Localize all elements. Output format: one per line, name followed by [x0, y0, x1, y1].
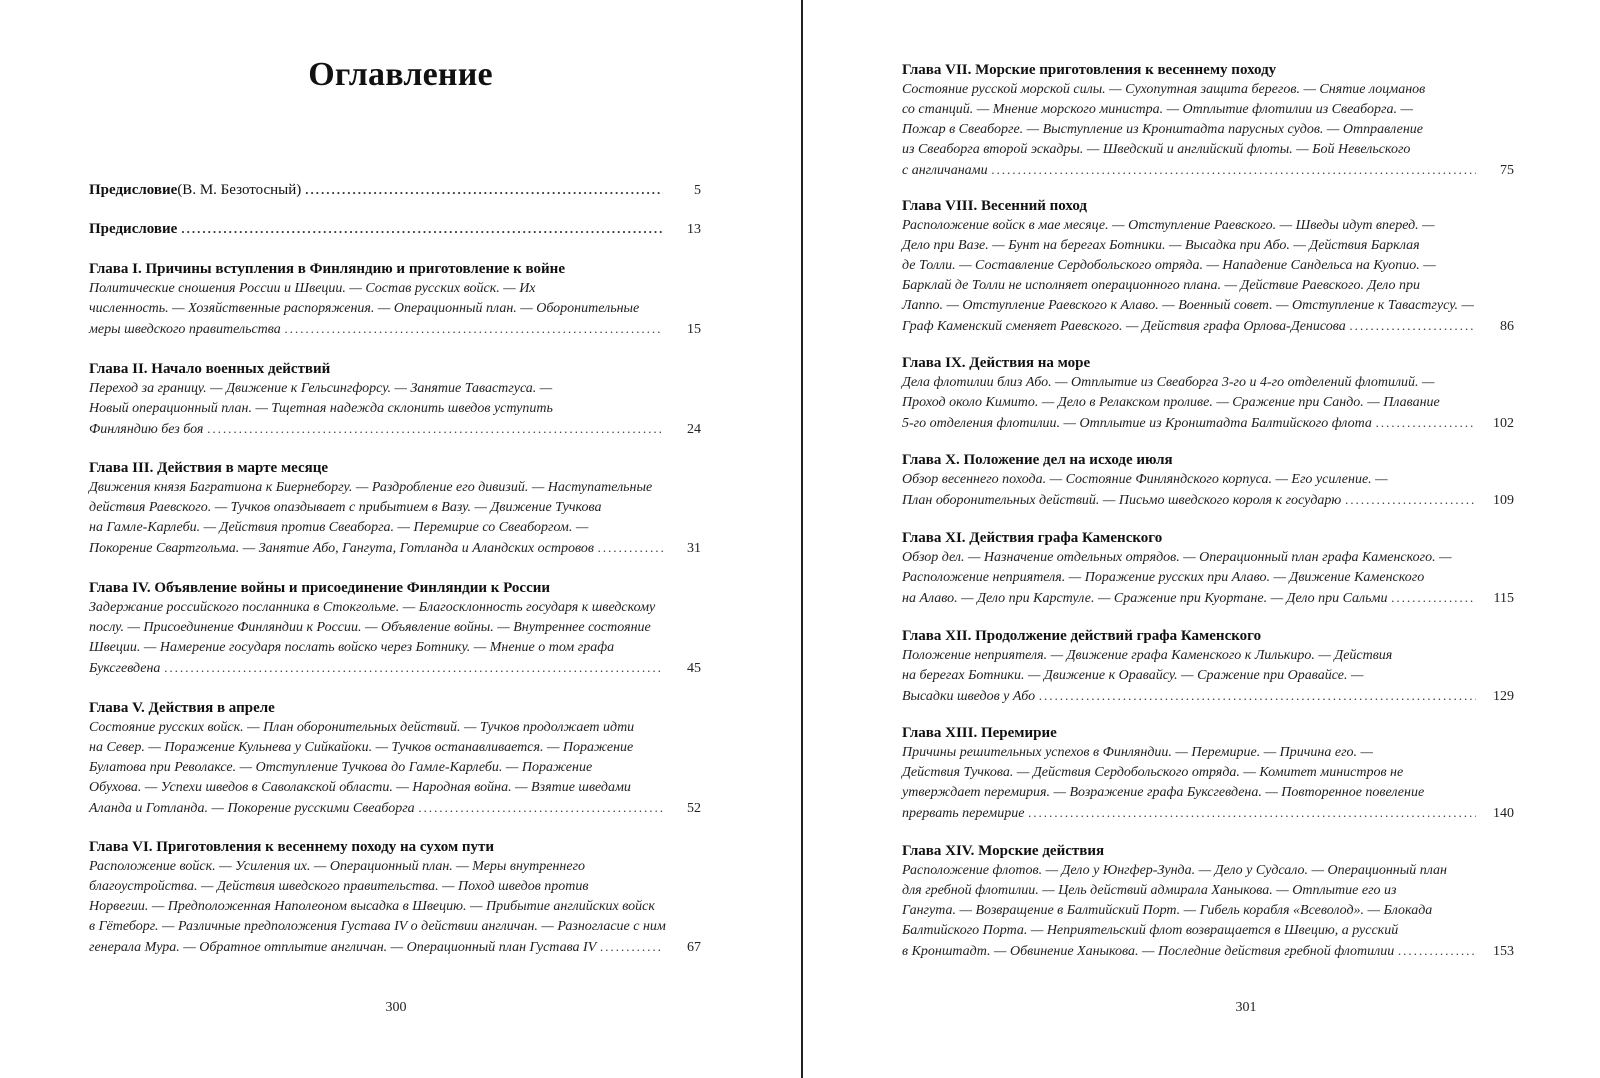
toc-entry	[902, 626, 1514, 707]
chapter-summary-line	[902, 160, 1514, 181]
chapter-summary-line	[89, 518, 701, 538]
page-reference: 67	[687, 940, 701, 955]
toc-entry	[902, 841, 1514, 962]
summary-text: в Гётеборг. — Различные предположения Густава IV о действии англичан. — Разногласие с ним	[89, 919, 666, 934]
page-number-right: 301	[1235, 1000, 1257, 1015]
summary-text: Финляндию без боя	[89, 422, 204, 437]
chapter-summary-line	[902, 120, 1514, 140]
chapter-summary-line	[89, 538, 701, 559]
chapter-heading	[902, 626, 1514, 646]
chapter-summary-line	[89, 738, 701, 758]
dot-leader	[305, 180, 663, 200]
summary-text: Расположение войск в мае месяце. — Отступление Раевского. — Шведы идут вперед. —	[902, 218, 1435, 233]
dot-leader	[181, 219, 663, 239]
toc-entry	[902, 723, 1514, 824]
summary-text: на Алаво. — Дело при Карстуле. — Сражение при Куортане. — Дело при Сальми	[902, 591, 1388, 606]
dot-leader	[207, 419, 663, 439]
chapter-title: Глава VII. Морские приготовления к весеннему походу	[902, 62, 1277, 78]
chapter-summary-line	[902, 666, 1514, 686]
page-reference: 140	[1493, 806, 1514, 821]
chapter-summary-line	[89, 598, 701, 618]
chapter-heading	[902, 60, 1514, 80]
toc-entry	[902, 353, 1514, 434]
summary-text: Задержание российского посланника в Стокгольме. — Благосклонность государя к шведскому	[89, 600, 656, 615]
right-page	[803, 0, 1600, 1078]
page-reference: 109	[1493, 493, 1514, 508]
summary-text: Состояние русской морской силы. — Сухопутная защита берегов. — Снятие лоцманов	[902, 82, 1426, 97]
chapter-summary-line	[902, 646, 1514, 666]
summary-text: на берегах Ботники. — Движение к Оравайсу. — Сражение при Оравайсе. —	[902, 668, 1364, 683]
chapter-title: Глава XI. Действия графа Каменского	[902, 530, 1163, 546]
chapter-summary-line	[89, 917, 701, 937]
chapter-summary-line	[89, 618, 701, 638]
summary-text: Расположение войск. — Усиления их. — Операционный план. — Меры внутреннего	[89, 859, 586, 874]
summary-text: Аланда и Готланда. — Покорение русскими Свеаборга	[89, 801, 415, 816]
dot-leader	[1398, 941, 1476, 961]
chapter-title: Глава II. Начало военных действий	[89, 361, 331, 377]
dot-leader	[992, 160, 1476, 180]
chapter-summary-line	[902, 80, 1514, 100]
page-reference: 75	[1500, 163, 1514, 178]
summary-text: генерала Мура. — Обратное отплытие англичан. — Операционный план Густава IV	[89, 940, 597, 955]
dot-leader	[1028, 803, 1476, 823]
summary-text: Причины решительных успехов в Финляндии. — Перемирие. — Причина его. —	[902, 745, 1374, 760]
toc-entry	[89, 259, 701, 340]
page-reference: 52	[687, 801, 701, 816]
chapter-heading	[89, 837, 701, 857]
chapter-summary-line	[902, 901, 1514, 921]
summary-text: Норвегии. — Предположенная Наполеоном высадка в Швецию. — Прибытие английских войск	[89, 899, 655, 914]
page-reference: 102	[1493, 416, 1514, 431]
chapter-summary-line	[89, 778, 701, 798]
summary-text: в Кронштадт. — Обвинение Ханыкова. — Последние действия гребной флотилии	[902, 944, 1395, 959]
summary-text: Лаппо. — Отступление Раевского к Алаво. — Военный совет. — Отступление к Тавастгусу. —	[902, 298, 1474, 313]
summary-text: Состояние русских войск. — План оборонительных действий. — Тучков продолжает идти	[89, 720, 635, 735]
summary-text: Граф Каменский сменяет Раевского. — Действия графа Орлова-Денисова	[902, 319, 1346, 334]
chapter-title: Глава XIV. Морские действия	[902, 843, 1105, 859]
summary-text: на Север. — Поражение Кульнева у Сийкайоки. — Тучков останавливается. — Поражение	[89, 740, 634, 755]
chapter-summary-line	[902, 743, 1514, 763]
toc-entry	[89, 359, 701, 440]
chapter-summary-line	[902, 236, 1514, 256]
summary-text: Расположение флотов. — Дело у Юнгфер-Зунда. — Дело у Судсало. — Операционный план	[902, 863, 1447, 878]
summary-text: Швеции. — Намерение государя послать войско через Ботнику. — Мнение о том графа	[89, 640, 615, 655]
chapter-title: Предисловие	[89, 182, 178, 198]
summary-text: План оборонительных действий. — Письмо шведского короля к государю	[902, 493, 1342, 508]
chapter-summary-line	[902, 803, 1514, 824]
summary-text: Булатова при Револаксе. — Отступление Тучкова до Гамле-Карлеби. — Поражение	[89, 760, 593, 775]
page-reference: 86	[1500, 319, 1514, 334]
chapter-heading	[902, 841, 1514, 861]
chapter-summary-line	[902, 588, 1514, 609]
chapter-title: Глава III. Действия в марте месяце	[89, 460, 329, 476]
chapter-heading	[902, 196, 1514, 216]
summary-text: Обзор дел. — Назначение отдельных отрядов. — Операционный план графа Каменского. —	[902, 550, 1452, 565]
summary-text: для гребной флотилии. — Цель действий адмирала Ханыкова. — Отплытие его из	[902, 883, 1397, 898]
chapter-summary-line	[902, 316, 1514, 337]
page-reference: 129	[1493, 689, 1514, 704]
chapter-heading	[89, 219, 701, 240]
chapter-summary-line	[902, 296, 1514, 316]
chapter-summary-line	[902, 881, 1514, 901]
summary-text: Обухова. — Успехи шведов в Саволакской области. — Народная война. — Взятие шведами	[89, 780, 631, 795]
chapter-title: Глава X. Положение дел на исходе июля	[902, 452, 1173, 468]
summary-text: из Свеаборга второй эскадры. — Шведский и английский флоты. — Бой Невельского	[902, 142, 1411, 157]
chapter-title: Глава IV. Объявление войны и присоединение Финляндии к России	[89, 580, 551, 596]
chapter-summary-line	[89, 718, 701, 738]
summary-text: на Гамле-Карлеби. — Действия против Свеаборга. — Перемирие со Свеаборгом. —	[89, 520, 589, 535]
chapter-summary-line	[89, 798, 701, 819]
chapter-summary-line	[902, 490, 1514, 511]
dot-leader	[600, 937, 663, 957]
chapter-heading	[902, 450, 1514, 470]
page-reference: 153	[1493, 944, 1514, 959]
chapter-heading	[89, 359, 701, 379]
summary-text: Балтийского Порта. — Неприятельский флот возвращается в Швецию, а русский	[902, 923, 1399, 938]
chapter-summary-line	[902, 686, 1514, 707]
summary-text: действия Раевского. — Тучков опаздывает с прибытием в Вазу. — Движение Тучкова	[89, 500, 602, 515]
dot-leader	[1391, 588, 1476, 608]
chapter-title: Глава V. Действия в апреле	[89, 700, 275, 716]
toc-entry	[89, 219, 701, 240]
page-reference: 13	[687, 222, 701, 237]
dot-leader	[1350, 316, 1476, 336]
summary-text: Высадки шведов у Або	[902, 689, 1036, 704]
dot-leader	[285, 319, 663, 339]
chapter-summary-line	[89, 399, 701, 419]
summary-text: прервать перемирие	[902, 806, 1025, 821]
chapter-heading	[902, 353, 1514, 373]
chapter-summary-line	[89, 419, 701, 440]
chapter-heading	[89, 698, 701, 718]
toc-entry	[89, 698, 701, 819]
page-reference: 15	[687, 322, 701, 337]
chapter-summary-line	[902, 276, 1514, 296]
chapter-summary-line	[902, 413, 1514, 434]
chapter-title: Глава VIII. Весенний поход	[902, 198, 1087, 214]
summary-text: Расположение неприятеля. — Поражение русских при Алаво. — Движение Каменского	[902, 570, 1425, 585]
chapter-summary-line	[902, 763, 1514, 783]
chapter-summary-line	[902, 256, 1514, 276]
page-title: Оглавление	[308, 56, 493, 93]
toc-entry	[89, 458, 701, 559]
chapter-summary-line	[89, 937, 701, 958]
toc-entry	[89, 180, 701, 201]
summary-text: Дела флотилии близ Або. — Отплытие из Свеаборга 3-го и 4-го отделений флотилий. —	[902, 375, 1435, 390]
chapter-heading	[89, 180, 701, 201]
chapter-title: Предисловие	[89, 221, 178, 237]
summary-text: меры шведского правительства	[89, 322, 281, 337]
page-reference: 115	[1493, 591, 1514, 606]
chapter-summary-line	[902, 783, 1514, 803]
toc-entry	[89, 837, 701, 958]
toc-entry	[902, 196, 1514, 337]
summary-text: Политические сношения России и Швеции. — Состав русских войск. — Их	[89, 281, 536, 296]
summary-text: Новый операционный план. — Тщетная надежда склонить шведов уступить	[89, 401, 553, 416]
page-reference: 5	[694, 183, 701, 198]
chapter-summary-line	[89, 498, 701, 518]
chapter-title: Глава VI. Приготовления к весеннему походу на сухом пути	[89, 839, 495, 855]
dot-leader	[164, 658, 663, 678]
summary-text: Барклай де Толли не исполняет операционного плана. — Действие Раевского. Дело при	[902, 278, 1421, 293]
summary-text: Положение неприятеля. — Движение графа Каменского к Лилькиро. — Действия	[902, 648, 1393, 663]
summary-text: послу. — Присоединение Финляндии к России. — Объявление войны. — Внутреннее состояние	[89, 620, 651, 635]
chapter-summary-line	[902, 548, 1514, 568]
summary-text: Проход около Кимито. — Дело в Релакском проливе. — Сражение при Сандо. — Плавание	[902, 395, 1440, 410]
chapter-summary-line	[902, 921, 1514, 941]
chapter-summary-line	[89, 877, 701, 897]
dot-leader	[1376, 413, 1476, 433]
chapter-summary-line	[89, 478, 701, 498]
page-reference: 31	[687, 541, 701, 556]
summary-text: утверждает перемирия. — Возражение графа Буксгевдена. — Повторенное повеление	[902, 785, 1425, 800]
dot-leader	[1039, 686, 1476, 706]
summary-text: Обзор весеннего похода. — Состояние Финляндского корпуса. — Его усиление. —	[902, 472, 1388, 487]
summary-text: численность. — Хозяйственные распоряжения. — Операционный план. — Оборонительные	[89, 301, 640, 316]
toc-entry	[902, 60, 1514, 181]
summary-text: Дело при Вазе. — Бунт на берегах Ботники. — Высадка при Або. — Действия Барклая	[902, 238, 1420, 253]
chapter-summary-line	[89, 638, 701, 658]
chapter-title: Глава XII. Продолжение действий графа Каменского	[902, 628, 1262, 644]
chapter-summary-line	[89, 279, 701, 299]
chapter-summary-line	[89, 658, 701, 679]
chapter-summary-line	[902, 216, 1514, 236]
summary-text: де Толли. — Составление Сердобольского отряда. — Нападение Сандельса на Куопио. —	[902, 258, 1436, 273]
chapter-heading	[89, 259, 701, 279]
toc-entry	[89, 578, 701, 679]
chapter-heading	[89, 578, 701, 598]
chapter-heading	[902, 723, 1514, 743]
chapter-title: Глава XIII. Перемирие	[902, 725, 1057, 741]
summary-text: Буксгевдена	[89, 661, 161, 676]
chapter-summary-line	[902, 568, 1514, 588]
chapter-summary-line	[89, 319, 701, 340]
chapter-author: (В. М. Безотосный)	[177, 182, 302, 198]
chapter-summary-line	[89, 379, 701, 399]
chapter-summary-line	[902, 470, 1514, 490]
summary-text: с англичанами	[902, 163, 988, 178]
summary-text: Гангута. — Возвращение в Балтийский Порт. — Гибель корабля «Всеволод». — Блокада	[902, 903, 1433, 918]
summary-text: Покорение Свартгольма. — Занятие Або, Гангута, Готланда и Аландских островов	[89, 541, 594, 556]
summary-text: Действия Тучкова. — Действия Сердобольского отряда. — Комитет министров не	[902, 765, 1404, 780]
page-reference: 45	[687, 661, 701, 676]
chapter-summary-line	[902, 140, 1514, 160]
summary-text: Переход за границу. — Движение к Гельсингфорсу. — Занятие Тавастгуса. —	[89, 381, 553, 396]
summary-text: Пожар в Свеаборге. — Выступление из Кронштадта парусных судов. — Отправление	[902, 122, 1423, 137]
chapter-summary-line	[902, 861, 1514, 881]
summary-text: со станций. — Мнение морского министра. — Отплытие флотилии из Свеаборга. —	[902, 102, 1413, 117]
chapter-summary-line	[902, 941, 1514, 962]
chapter-summary-line	[902, 393, 1514, 413]
chapter-summary-line	[89, 897, 701, 917]
toc-entry	[902, 528, 1514, 609]
chapter-summary-line	[89, 857, 701, 877]
toc-entry	[902, 450, 1514, 511]
dot-leader	[598, 538, 663, 558]
chapter-summary-line	[89, 299, 701, 319]
summary-text: благоустройства. — Действия шведского правительства. — Поход шведов против	[89, 879, 589, 894]
chapter-summary-line	[902, 373, 1514, 393]
dot-leader	[1345, 490, 1476, 510]
summary-text: Движения князя Багратиона к Биернеборгу. — Раздробление его дивизий. — Наступательные	[89, 480, 653, 495]
dot-leader	[419, 798, 663, 818]
chapter-summary-line	[89, 758, 701, 778]
chapter-heading	[902, 528, 1514, 548]
chapter-heading	[89, 458, 701, 478]
page-number-left: 300	[385, 1000, 407, 1015]
summary-text: 5-го отделения флотилии. — Отплытие из Кронштадта Балтийского флота	[902, 416, 1372, 431]
page-reference: 24	[687, 422, 701, 437]
chapter-title: Глава IX. Действия на море	[902, 355, 1091, 371]
chapter-title: Глава I. Причины вступления в Финляндию и приготовление к войне	[89, 261, 565, 277]
chapter-summary-line	[902, 100, 1514, 120]
